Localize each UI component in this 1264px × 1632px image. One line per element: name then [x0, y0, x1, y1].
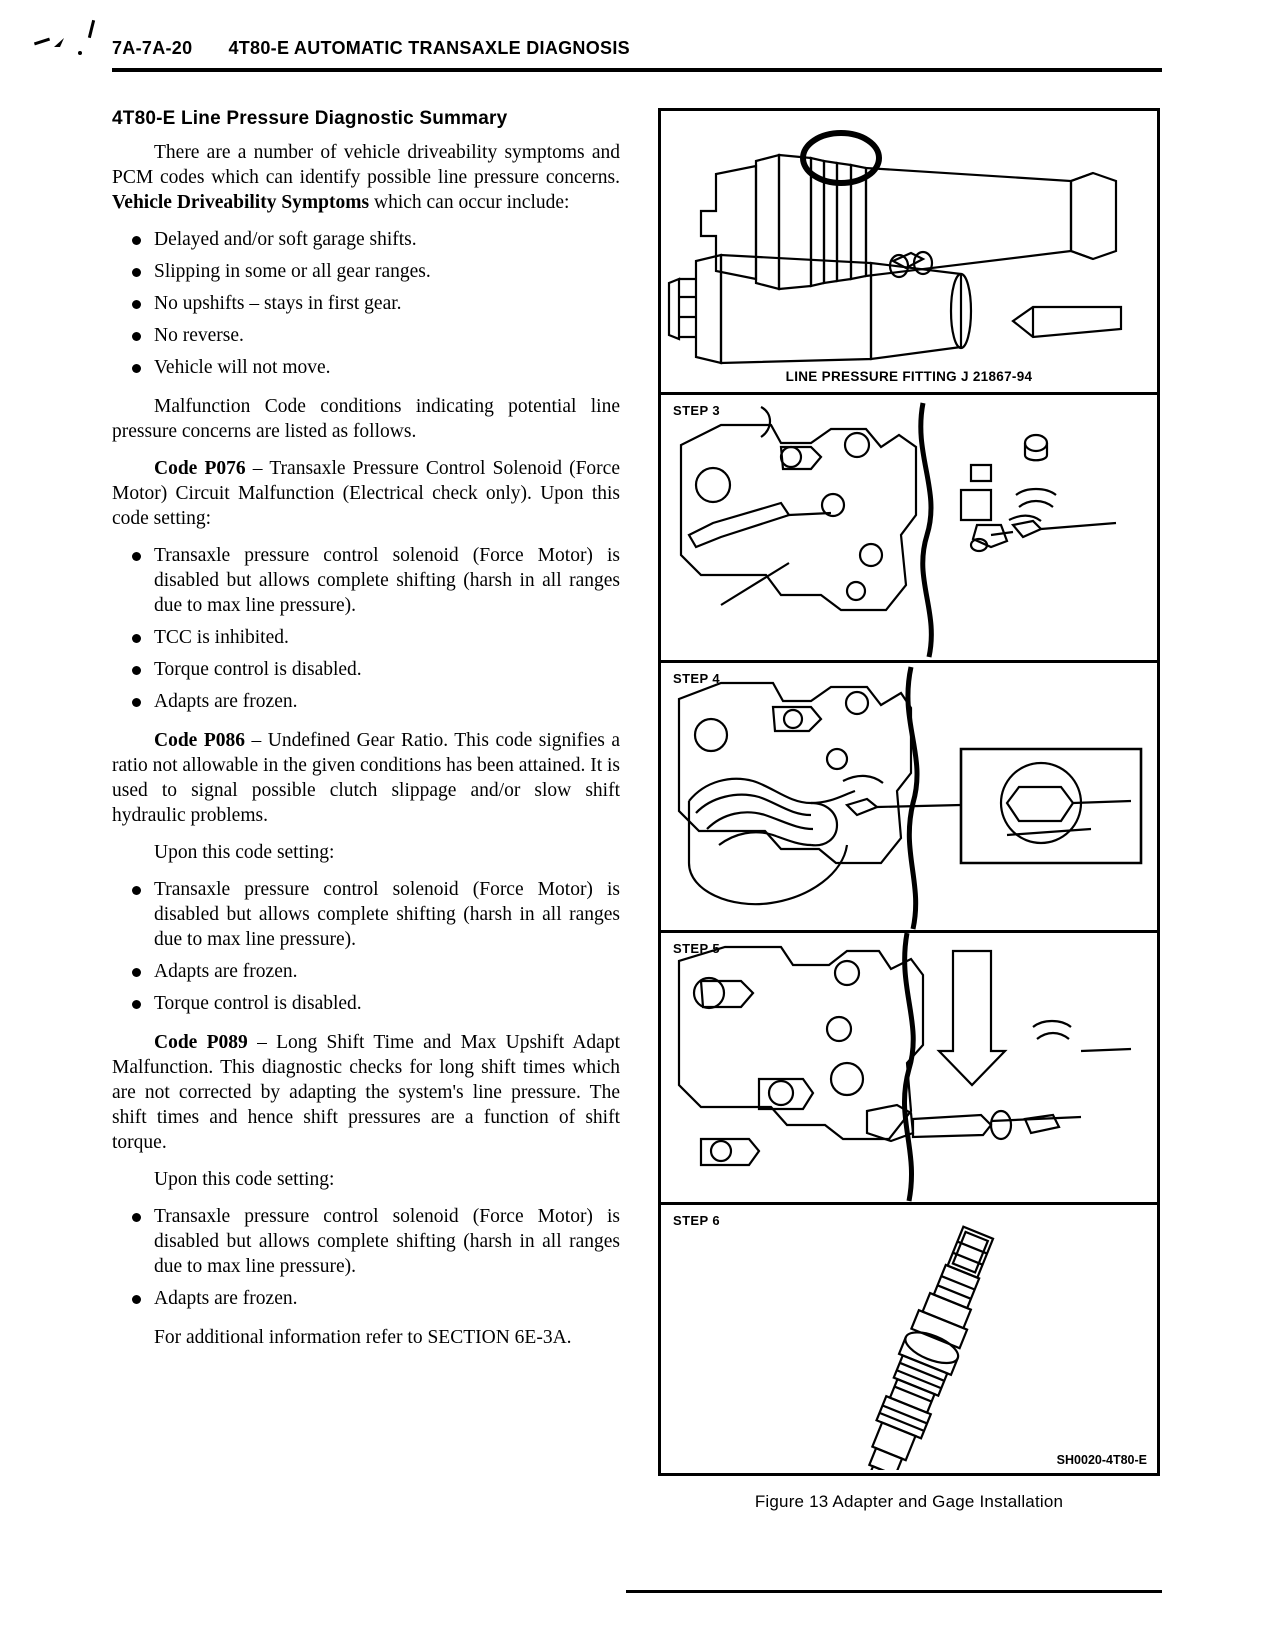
code-p089-list — [112, 1204, 620, 1311]
code-p086-label: Code P086 — [154, 730, 246, 751]
code-p089-paragraph — [112, 1030, 620, 1155]
header-divider — [112, 68, 1162, 72]
panel-label-step4: STEP 4 — [673, 671, 720, 686]
list-item: No reverse. — [112, 323, 620, 348]
step3-drawing — [661, 395, 1157, 660]
list-item: Transaxle pressure control solenoid (Force Motor) is disabled but allows complete shifting (harsh in all ranges due to max line pressure). — [112, 543, 620, 618]
header-line — [112, 38, 1162, 59]
intro-paragraph — [112, 140, 620, 215]
intro-part1: There are a number of vehicle driveability symptoms and PCM codes which can identify possible line pressure concerns. — [112, 142, 620, 188]
code-p076-paragraph — [112, 456, 620, 531]
list-item: Torque control is disabled. — [112, 991, 620, 1016]
section-title: 4T80-E Line Pressure Diagnostic Summary — [112, 108, 508, 129]
line-pressure-fitting-drawing — [661, 111, 1157, 392]
panel-label-step5: STEP 5 — [673, 941, 720, 956]
list-item: TCC is inhibited. — [112, 625, 620, 650]
page-number: 7A-7A-20 — [112, 38, 193, 58]
figure-13 — [658, 108, 1160, 1476]
page-header — [112, 38, 1162, 78]
code-p089-upon: Upon this code setting: — [154, 1169, 335, 1190]
panel-label-step6: STEP 6 — [673, 1213, 720, 1228]
code-p089-text: – Long Shift Time and Max Upshift Adapt Malfunction. This diagnostic checks for long shift times which are not corrected by adapting the system's line pressure. The shift times and hence shift pressures are a function of shift torque. — [112, 1032, 620, 1153]
code-p086-text: – Undefined Gear Ratio. This code signifies a ratio not allowable in the given conditions has been attained. It is used to signal possible clutch slippage and/or slow shift hydraulic problems. — [112, 730, 621, 826]
list-item: Slipping in some or all gear ranges. — [112, 259, 620, 284]
figure-panel-step5 — [661, 933, 1157, 1205]
list-item: Adapts are frozen. — [112, 959, 620, 984]
figure-panel-step4 — [661, 663, 1157, 933]
page-title: 4T80-E AUTOMATIC TRANSAXLE DIAGNOSIS — [228, 38, 630, 58]
code-p076-list — [112, 543, 620, 714]
list-item: Adapts are frozen. — [112, 689, 620, 714]
step5-drawing — [661, 933, 1157, 1202]
list-item: No upshifts – stays in first gear. — [112, 291, 620, 316]
list-item: Transaxle pressure control solenoid (Force Motor) is disabled but allows complete shifting (harsh in all ranges due to max line pressure). — [112, 1204, 620, 1279]
intro-bold: Vehicle Driveability Symptoms — [112, 192, 370, 213]
drawing-code: SH0020-4T80-E — [1056, 1453, 1147, 1467]
code-p076-text: – Transaxle Pressure Control Solenoid (Force Motor) Circuit Malfunction (Electrical check only). Upon this code setting: — [112, 458, 620, 529]
list-item: Torque control is disabled. — [112, 657, 620, 682]
figure-caption: Figure 13 Adapter and Gage Installation — [754, 1492, 1064, 1511]
step6-drawing — [661, 1205, 1157, 1470]
list-item: Transaxle pressure control solenoid (Force Motor) is disabled but allows complete shifting (harsh in all ranges due to max line pressure). — [112, 877, 620, 952]
malfunction-intro: Malfunction Code conditions indicating potential line pressure concerns are listed as follows. — [112, 396, 620, 442]
code-p086-list — [112, 877, 620, 1016]
figure-panel-step6 — [661, 1205, 1157, 1473]
intro-part2: which can occur include: — [369, 192, 570, 213]
panel-label-step3: STEP 3 — [673, 403, 720, 418]
list-item: Delayed and/or soft garage shifts. — [112, 227, 620, 252]
code-p076-label: Code P076 — [154, 458, 246, 479]
panel-inner-caption: LINE PRESSURE FITTING J 21867-94 — [785, 369, 1033, 384]
code-p089-label: Code P089 — [154, 1032, 248, 1053]
footer-divider — [626, 1590, 1162, 1593]
step4-drawing — [661, 663, 1157, 930]
figure-panel-step3 — [661, 395, 1157, 663]
list-item: Vehicle will not move. — [112, 355, 620, 380]
closing-paragraph: For additional information refer to SECTION 6E-3A. — [154, 1327, 572, 1348]
text-column — [112, 108, 620, 1362]
code-p086-upon: Upon this code setting: — [154, 842, 335, 863]
figure-panel-fitting — [661, 111, 1157, 395]
list-item: Adapts are frozen. — [112, 1286, 620, 1311]
code-p086-paragraph — [112, 728, 620, 828]
registration-marks — [28, 18, 108, 64]
symptom-list — [112, 227, 620, 380]
